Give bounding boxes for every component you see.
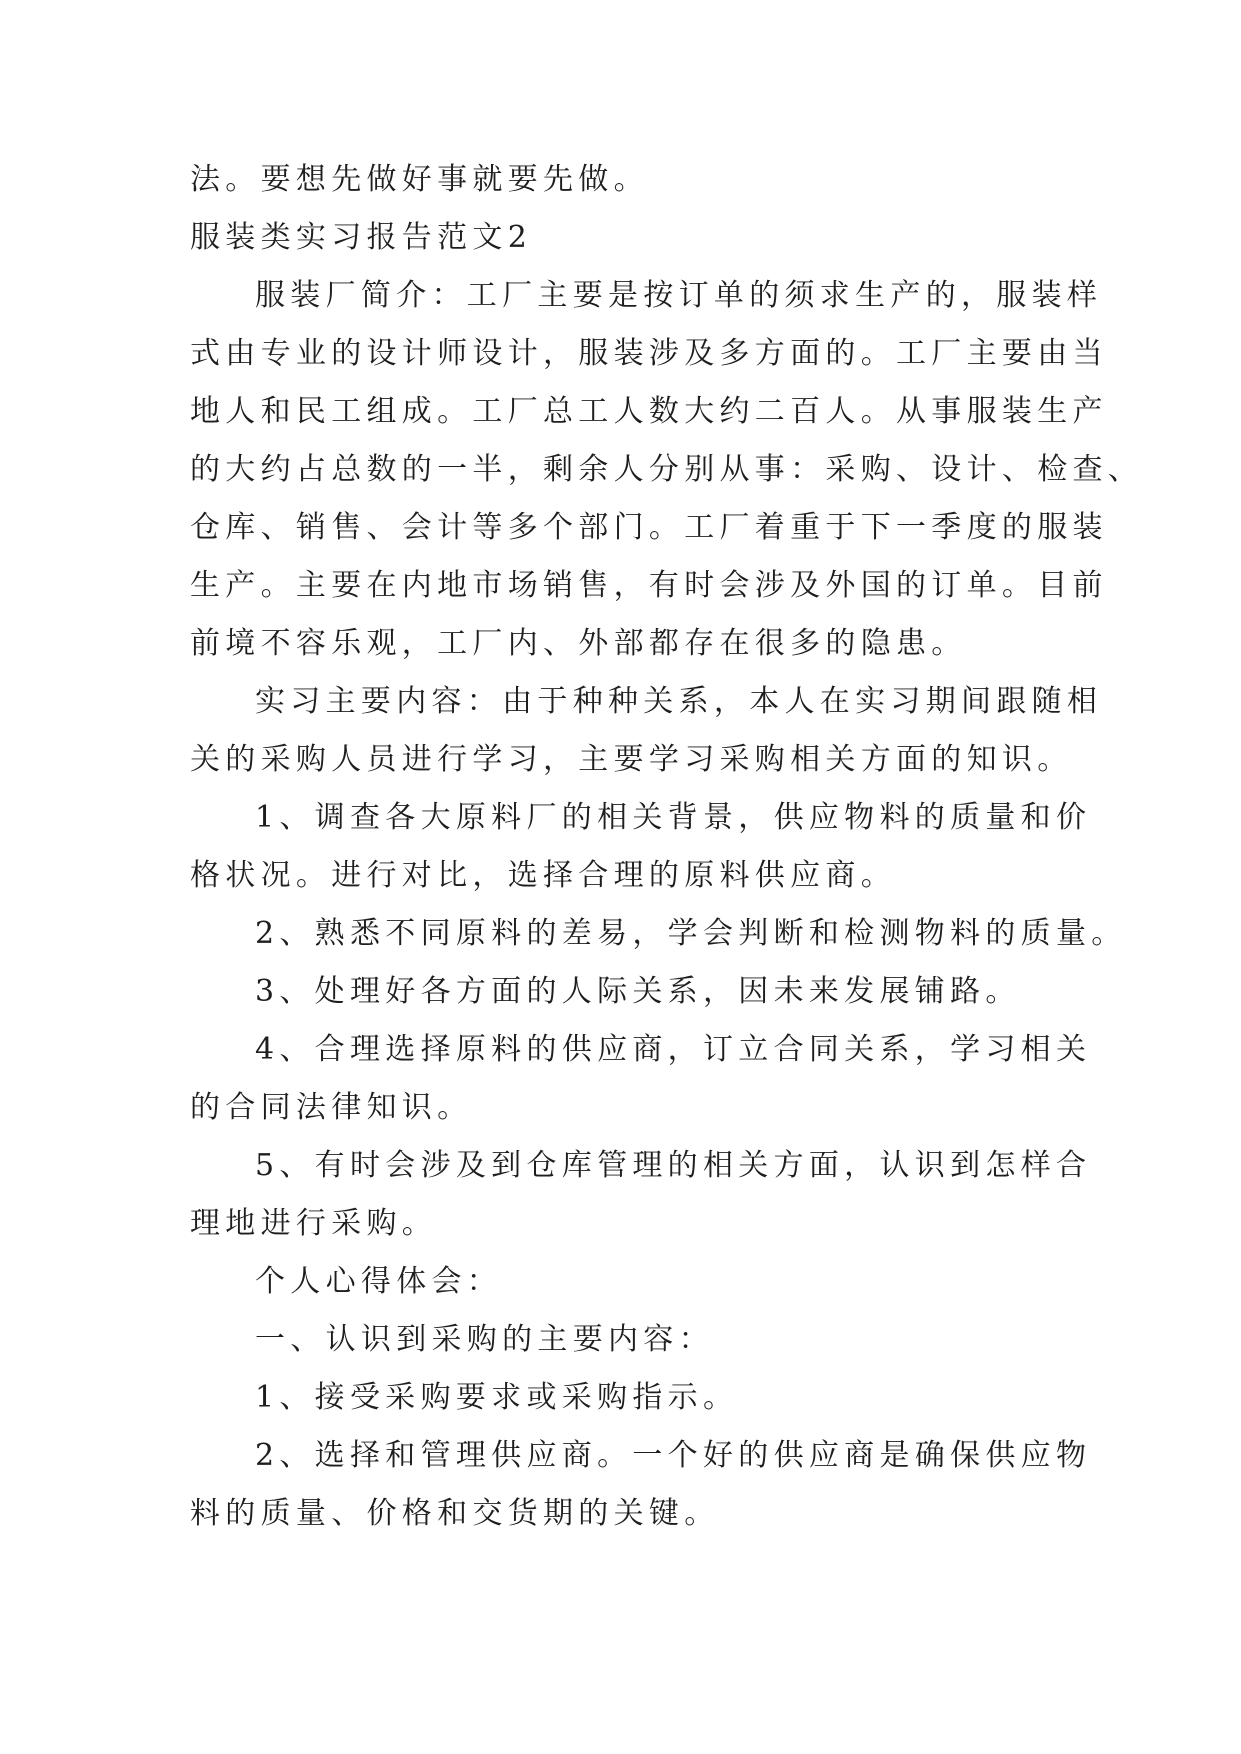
text-line-7: 仓库、销售、会计等多个部门。工厂着重于下一季度的服装 bbox=[190, 510, 1108, 545]
text-line-15: 3、处理好各方面的人际关系，因未来发展铺路。 bbox=[255, 974, 1021, 1009]
text-line-20: 个人心得体会： bbox=[255, 1264, 503, 1299]
text-line-10: 实习主要内容：由于种种关系，本人在实习期间跟随相 bbox=[255, 684, 1103, 719]
text-line-6: 的大约占总数的一半，剩余人分别从事：采购、设计、检查、 bbox=[190, 452, 1144, 487]
text-line-16: 4、合理选择原料的供应商，订立合同关系，学习相关 bbox=[255, 1032, 1092, 1067]
text-line-18: 5、有时会涉及到仓库管理的相关方面，认识到怎样合 bbox=[255, 1148, 1092, 1183]
text-line-11: 关的采购人员进行学习，主要学习采购相关方面的知识。 bbox=[190, 742, 1073, 777]
text-line-1: 法。要想先做好事就要先做。 bbox=[190, 162, 649, 197]
text-line-14: 2、熟悉不同原料的差易，学会判断和检测物料的质量。 bbox=[255, 916, 1127, 951]
text-line-3: 服装厂简介：工厂主要是按订单的须求生产的，服装样 bbox=[255, 278, 1103, 313]
text-line-9: 前境不容乐观，工厂内、外部都存在很多的隐患。 bbox=[190, 626, 967, 661]
text-line-4: 式由专业的设计师设计，服装涉及多方面的。工厂主要由当 bbox=[190, 336, 1108, 371]
text-line-19: 理地进行采购。 bbox=[190, 1206, 438, 1241]
text-line-21: 一、认识到采购的主要内容： bbox=[255, 1322, 714, 1357]
text-line-17: 的合同法律知识。 bbox=[190, 1090, 473, 1125]
text-line-22: 1、接受采购要求或采购指示。 bbox=[255, 1380, 739, 1415]
text-line-13: 格状况。进行对比，选择合理的原料供应商。 bbox=[190, 858, 896, 893]
text-line-8: 生产。主要在内地市场销售，有时会涉及外国的订单。目前 bbox=[190, 568, 1108, 603]
text-line-23: 2、选择和管理供应商。一个好的供应商是确保供应物 bbox=[255, 1438, 1092, 1473]
text-line-24: 料的质量、价格和交货期的关键。 bbox=[190, 1496, 720, 1531]
text-line-5: 地人和民工组成。工厂总工人数大约二百人。从事服装生产 bbox=[190, 394, 1108, 429]
section-heading: 服装类实习报告范文2 bbox=[190, 220, 533, 255]
text-line-12: 1、调查各大原料厂的相关背景，供应物料的质量和价 bbox=[255, 800, 1092, 835]
